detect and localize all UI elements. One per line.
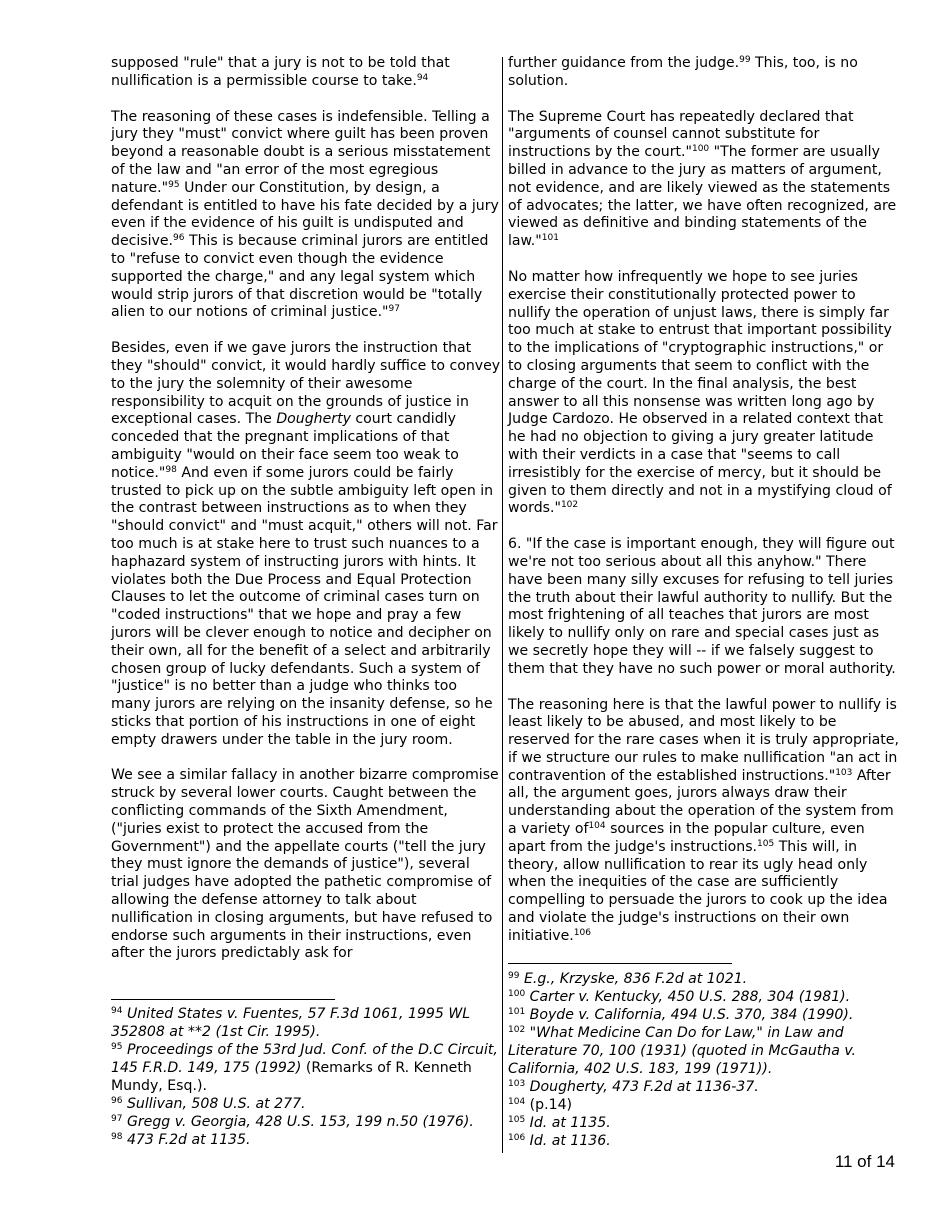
footnote-number: 97 [111, 1114, 123, 1124]
footnote-ref[interactable]: 99 [739, 55, 751, 65]
footnote-number: 98 [111, 1132, 123, 1142]
footnote: $^{95}$ Proceedings of the 53rd Jud. Conf. of the D.C Circuit, 145 F.R.D. 149, 175 (1992) (Remarks of R. Kenneth Mundy, Esq.). [111, 1042, 498, 1094]
footnote: $^{103}$ Dougherty, 473 F.2d at 1136-37. [508, 1079, 759, 1095]
paragraph: 6. "If the case is important enough, they will figure out we're not too serious about all this anyhow." There have been many silly excuses for refusing to tell juries the truth about their lawful authority to nullify. But the most frightening of all teaches that jurors are most likely to nullify only on rare and special cases just as we secretly hope they will -- if we falsely suggest to them that they have no such power or moral authority. [508, 536, 896, 677]
footnote-number: 94 [111, 1006, 123, 1016]
footnote-ref[interactable]: 94 [416, 72, 429, 83]
footnote-ref[interactable]: 98 [165, 464, 177, 475]
footnote: $^{99}$ E.g., Krzyske, 836 F.2d at 1021. [508, 971, 748, 987]
paragraph: The reasoning here is that the lawful power to nullify is least likely to be abused, and most likely to be reserved for the rare cases when it is truly appropriate, if we structure our rules to make nullification "an act in contravention of the established instructions."$^{103}$ After all, the argument goes, jurors always draw their understanding about the operation of the system from a variety $of^{104}$ sources in the popular culture, even apart from the judge's instructions.$^{105}$ This will, in theory, allow nullification to rear its ugly head only when the inequities of the case are sufficiently compelling to persuade the jurors to cook up the idea and violate the judge's instructions on their own initiative.$^{106}$ [508, 696, 899, 944]
footnote-separator [508, 963, 732, 964]
footnote-ref[interactable]: 95 [168, 179, 180, 190]
paragraph: further guidance from the judge.$^{99}$ This, too, is no solution. [508, 55, 858, 89]
footnote-ref[interactable]: 100 [691, 144, 710, 155]
footnotes-left [111, 1005, 501, 1149]
footnote-number: 101 [508, 1007, 526, 1017]
paragraph: No matter how infrequently we hope to see juries exercise their constitutionally protected power to nullify the operation of unjust laws, there is simply far too much at stake to entrust that important possibility to the implications of "cryptographic instructions," or to closing arguments that seem to conflict with the charge of the court. In the final analysis, the best answer to all this nonsense was written long ago by Judge Cardozo. He observed in a related context that he had no objection to giving a jury greater latitude with their verdicts in a case that "seems to call irresistibly for the exercise of mercy, but it should be given to them directly and not in a mystifying cloud of words."$^{102}$ [508, 268, 892, 517]
footnote: $^{101}$ Boyde v. California, 494 U.S. 370, 384 (1990). [508, 1007, 854, 1023]
footnote-ref[interactable]: 102 [560, 500, 579, 511]
footnotes-right [508, 970, 900, 1150]
footnote-separator [111, 999, 335, 1000]
right-column [508, 55, 900, 944]
footnote-number: 106 [508, 1133, 526, 1143]
footnote-number: 104 [508, 1097, 526, 1107]
footnote-ref[interactable]: 103 [835, 767, 853, 778]
column-divider [502, 57, 503, 1153]
footnote: $^{102}$ "What Medicine Can Do for Law," in Law and Literature 70, 100 (1931) (quoted in McGautha v. California, 402 U.S. 183, 199 (1971)). [508, 1025, 857, 1077]
paragraph: Besides, even if we gave jurors the instruction that they "should" convict, it would hardly suffice to convey to the jury the solemnity of their awesome responsibility to acquit on the grounds of justice in exceptional cases. The Dougherty court candidly conceded that the pregnant implications of that ambiguity "would on their face seem too weak to notice."$^{98}$ And even if some jurors could be fairly trusted to pick up on the subtle ambiguity left open in the contrast between instructions as to when they "should convict" and "must acquit," others will not. Far too much is at stake here to trust such nuances to a haphazard system of instructing jurors with hints. It violates both the Due Process and Equal Protection Clauses to let the outcome of criminal cases turn on "coded instructions" that we hope and pray a few jurors will be clever enough to notice and decipher on their own, all for the benefit of a select and arbitrarily chosen group of lucky defendants. Such a system of "justice" is no better than a judge who thinks too many jurors are relying on the insanity defense, so he sticks that portion of his instructions in one of eight empty drawers under the table in the jury room. [111, 340, 501, 748]
paragraph: We see a similar fallacy in another bizarre compromise struck by several lower courts. Caught between the conflicting commands of the Sixth Amendment, ("juries exist to protect the accused from the Government") and the appellate courts ("tell the jury they must ignore the demands of justice"), several trial judges have adopted the pathetic compromise of allowing the defense attorney to talk about nullification in closing arguments, but have refused to endorse such arguments in their instructions, even after the jurors predictably ask for [111, 767, 499, 962]
footnote-ref[interactable]: 101 [541, 233, 559, 244]
footnote-ref[interactable]: 104 [588, 821, 606, 832]
footnote: $^{97}$ Gregg v. Georgia, 428 U.S. 153, 199 n.50 (1976). [111, 1114, 474, 1130]
footnote: $^{100}$ Carter v. Kentucky, 450 U.S. 288, 304 (1981). [508, 989, 851, 1005]
footnote-number: 95 [111, 1042, 123, 1052]
footnote-number: 102 [508, 1025, 526, 1035]
footnote: $^{94}$ United States v. Fuentes, 57 F.3d 1061, 1995 WL 352808 at **2 (1st Cir. 1995). [111, 1006, 471, 1040]
footnote-number: 105 [508, 1115, 526, 1125]
footnote: $^{105}$ Id. at 1135. [508, 1115, 611, 1131]
footnote: $^{98}$ 473 F.2d at 1135. [111, 1132, 251, 1148]
case-name-italic: Dougherty [276, 411, 351, 428]
paragraph: The Supreme Court has repeatedly declared that "arguments of counsel cannot substitute for instructions by the court."$^{100}$ "The former are usually billed in advance to the jury as matters of argument, not evidence, and are likely viewed as the statements of advocates; the latter, we have often recognized, are viewed as definitive and binding statements of the law."$^{101}$ [508, 108, 897, 250]
page-number: 11 of 14 [834, 1152, 895, 1171]
footnote: $^{96}$ Sullivan, 508 U.S. at 277. [111, 1096, 306, 1112]
footnote-ref[interactable]: 105 [757, 838, 775, 849]
paragraph: The reasoning of these cases is indefensible. Telling a jury they "must" convict where guilt has been proven beyond a reasonable doubt is a serious misstatement of the law and "an error of the most egregious nature."$^{95}$ Under our Constitution, by design, a defendant is entitled to have his fate decided by a jury even if the evidence of his guilt is undisputed and decisive.$^{96}$ This is because criminal jurors are entitled to "refuse to convict even though the evidence supported the charge," and any legal system which would strip jurors of that discretion would be "totally alien to our notions of criminal justice."$^{97}$ [111, 108, 499, 321]
left-column [111, 55, 501, 962]
footnote-number: 103 [508, 1079, 526, 1089]
footnote-number: 100 [508, 989, 526, 999]
footnote: $^{104}$ (p.14) [508, 1097, 573, 1113]
footnote: $^{106}$ Id. at 1136. [508, 1133, 611, 1149]
footnote-number: 96 [111, 1096, 123, 1106]
footnote-number: 99 [508, 971, 520, 981]
footnote-ref[interactable]: 106 [573, 927, 591, 938]
paragraph: supposed "rule" that a jury is not to be told that nullification is a permissible course to take.$^{94}$ [111, 55, 450, 89]
footnote-ref[interactable]: 97 [388, 304, 400, 315]
footnote-ref[interactable]: 96 [173, 233, 185, 244]
